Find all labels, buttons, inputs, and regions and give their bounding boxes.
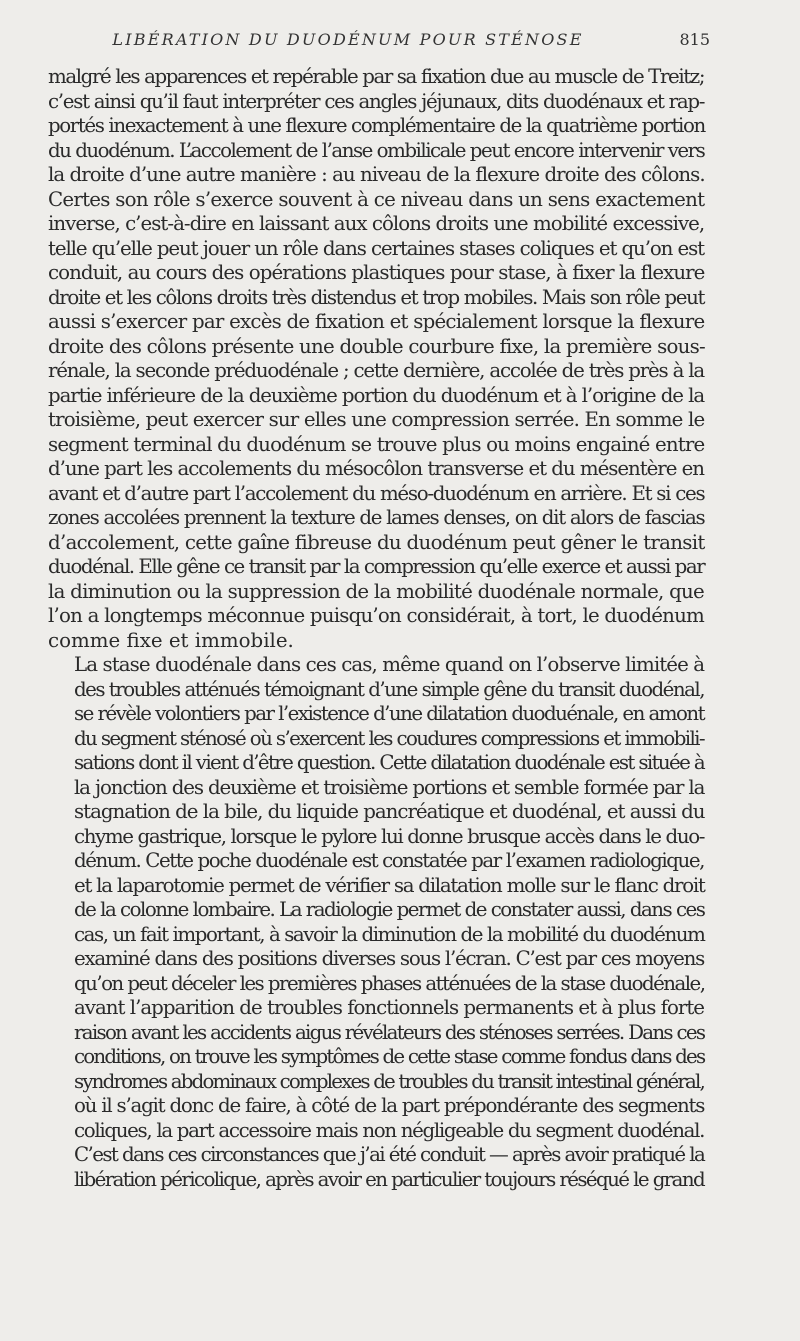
text-line: inverse, c’est-à-dire en laissant aux côlons droits une mobilité excessive, <box>48 212 705 235</box>
text-line: conduit, au cours des opérations plastiques pour stase, à fixer la flexure <box>48 261 705 284</box>
text-line: la jonction des deuxième et troisième portions et semble formée par la <box>74 775 705 799</box>
text-line: Certes son rôle s’exerce souvent à ce niveau dans un sens exactement <box>48 187 705 211</box>
text-line: telle qu’elle peut jouer un rôle dans certaines stases coliques et qu’on est <box>48 236 704 260</box>
text-line: examiné dans des positions diverses sous l’écran. C’est par ces moyens <box>74 947 704 970</box>
text-line: zones accolées prennent la texture de lames denses, on dit alors de fascias <box>48 506 705 529</box>
text-line: où il s’agit donc de faire, à côté de la part prépondérante des segments <box>74 1094 705 1117</box>
text-line: l’on a longtemps méconnue puisqu’on considérait, à tort, le duodénum <box>48 604 704 627</box>
text-line: du duodénum. L’accolement de l’anse ombilicale peut encore intervenir vers <box>48 138 705 162</box>
text-line: de la colonne lombaire. La radiologie permet de constater aussi, dans ces <box>74 898 705 921</box>
text-line: chyme gastrique, lorsque le pylore lui donne brusque accès dans le duo- <box>74 824 705 848</box>
text-line: stagnation de la bile, du liquide pancréatique et duodénal, et aussi du <box>74 800 705 823</box>
text-line: c’est ainsi qu’il faut interpréter ces angles jéjunaux, dits duodénaux et rap- <box>48 89 705 113</box>
text-line: comme fixe et immobile. <box>48 628 294 652</box>
paragraph <box>48 653 704 1143</box>
text-line: la droite d’une autre manière : au niveau de la flexure droite des côlons. <box>48 163 705 186</box>
text-line: et la laparotomie permet de vérifier sa dilatation molle sur le flanc droit <box>74 873 705 897</box>
text-line: des troubles atténués témoignant d’une simple gêne du transit duodénal, <box>74 677 704 701</box>
text-line: rénale, la seconde préduodénale ; cette dernière, accolée de très près à la <box>48 359 704 382</box>
body-text <box>48 65 704 1192</box>
paragraph <box>48 1143 704 1192</box>
running-title: LIBÉRATION DU DUODÉNUM POUR STÉNOSE <box>112 30 584 49</box>
text-line: aussi s’exercer par excès de fixation et spécialement lorsque la flexure <box>48 310 705 333</box>
text-line: avant et d’autre part l’accolement du méso-duodénum en arrière. Et si ces <box>48 481 705 505</box>
text-line: cas, un fait important, à savoir la diminution de la mobilité du duodénum <box>74 922 705 946</box>
text-line: syndromes abdominaux complexes de troubles du transit intestinal général, <box>74 1069 704 1093</box>
text-line: libération péricolique, après avoir en particulier toujours réséqué le grand <box>74 1167 705 1191</box>
text-line: duodénal. Elle gêne ce transit par la compression qu’elle exerce et aussi par <box>48 555 705 578</box>
text-line: troisième, peut exercer sur elles une compression serrée. En somme le <box>48 408 705 431</box>
running-header <box>48 30 708 52</box>
text-line: malgré les apparences et repérable par sa fixation due au muscle de Treitz; <box>48 65 705 88</box>
text-line: C’est dans ces circonstances que j’ai été conduit — après avoir pratiqué la <box>74 1143 705 1166</box>
text-line: sations dont il vient d’être question. Cette dilatation duodénale est située à <box>74 751 704 774</box>
text-line: raison avant les accidents aigus révélateurs des sténoses serrées. Dans ces <box>74 1020 705 1044</box>
text-line: portés inexactement à une flexure complémentaire de la quatrième portion <box>48 114 705 137</box>
text-line: droite et les côlons droits très distendus et trop mobiles. Mais son rôle peut <box>48 285 705 309</box>
text-line: la diminution ou la suppression de la mobilité duodénale normale, que <box>48 579 704 603</box>
text-line: d’une part les accolements du mésocôlon transverse et du mésentère en <box>48 457 704 480</box>
text-line: qu’on peut déceler les premières phases atténuées de la stase duodénale, <box>74 971 705 995</box>
text-line: se révèle volontiers par l’existence d’une dilatation duoduénale, en amont <box>74 702 704 725</box>
text-line: segment terminal du duodénum se trouve plus ou moins engainé entre <box>48 432 705 456</box>
text-line: droite des côlons présente une double courbure fixe, la première sous- <box>48 334 705 358</box>
text-line: conditions, on trouve les symptômes de cette stase comme fondus dans des <box>74 1045 705 1068</box>
text-line: dénum. Cette poche duodénale est constatée par l’examen radiologique, <box>74 849 704 872</box>
text-line: du segment sténosé où s’exercent les coudures compressions et immobili- <box>74 726 704 750</box>
text-line: coliques, la part accessoire mais non négligeable du segment duodénal. <box>74 1118 705 1142</box>
text-line: La stase duodénale dans ces cas, même quand on l’observe limitée à <box>74 653 705 676</box>
text-line: partie inférieure de la deuxième portion du duodénum et à l’origine de la <box>48 383 705 407</box>
page-number: 815 <box>679 30 710 49</box>
text-line: avant l’apparition de troubles fonctionnels permanents et à plus forte <box>74 996 704 1019</box>
text-line: d’accolement, cette gaîne fibreuse du duodénum peut gêner le transit <box>48 530 705 554</box>
paragraph <box>48 65 704 653</box>
